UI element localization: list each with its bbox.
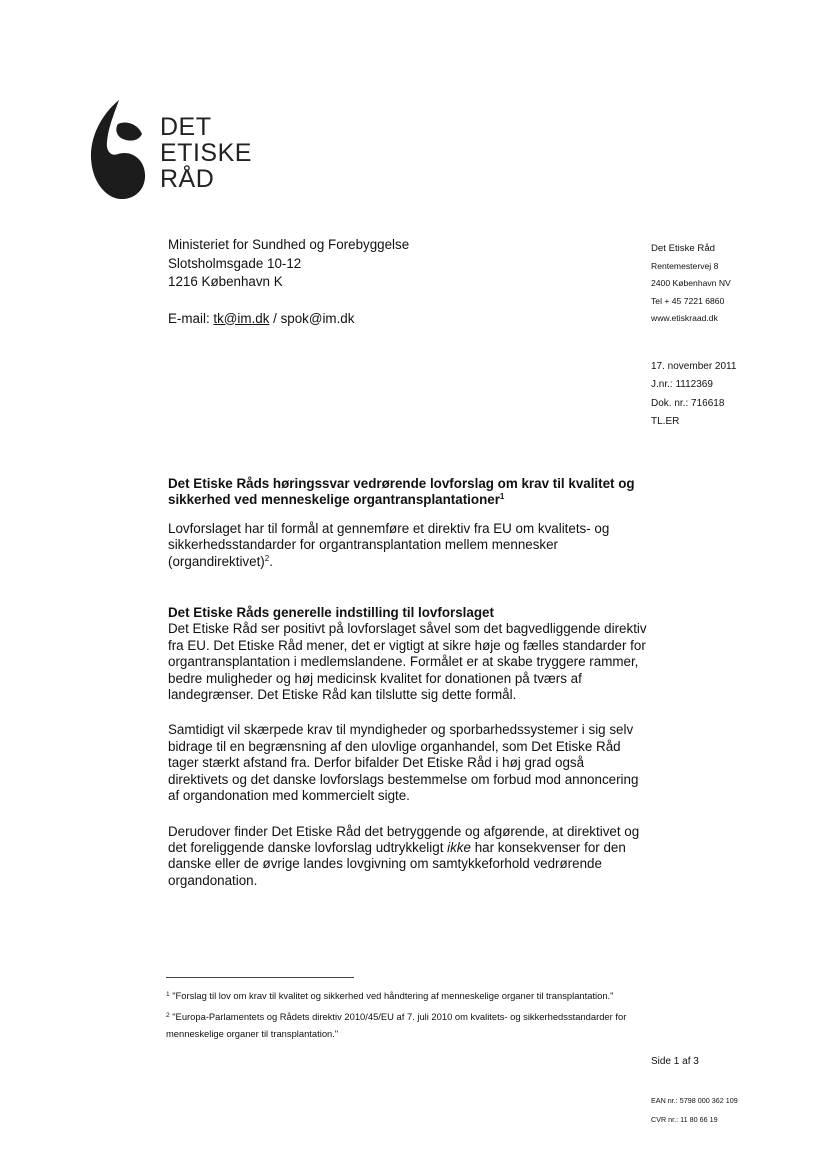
logo-line-1: DET (160, 113, 212, 141)
letter-title-text: Det Etiske Råds høringssvar vedrørende lovforslag om krav til kvalitet og sikkerhed ved menneskelige organtransplantationer (168, 476, 635, 508)
sender-city: 2400 København NV (651, 278, 731, 289)
email-link-1[interactable]: tk@im.dk (213, 310, 270, 326)
recipient-address (168, 236, 409, 328)
footnote-divider (166, 977, 354, 978)
letter-date: 17. november 2011 (651, 361, 737, 372)
email-prefix: E-mail: (168, 310, 214, 326)
email-2: spok@im.dk (280, 310, 355, 326)
logo-wordmark (160, 114, 252, 192)
sender-phone: Tel + 45 7221 6860 (651, 295, 725, 306)
det-etiske-raad-logo-icon (88, 98, 148, 202)
ean-number: EAN nr.: 5798 000 362 109 (651, 1096, 738, 1105)
footnotes (166, 987, 636, 1043)
letter-title (168, 476, 648, 509)
intro-text: Lovforslaget har til formål at gennemføre et direktiv fra EU om kvalitets- og sikkerhedsstandarder for organtransplantation mellem mennesker (organdirektivet) (168, 520, 610, 569)
logo-line-3: RÅD (160, 165, 215, 193)
sender-info (651, 240, 731, 328)
paragraph-3-emphasis: ikke (447, 839, 471, 855)
paragraph-3-part-a: Derudover finder Det Etiske Råd det betryggende og afgørende, at direktivet og det foreliggende danske lovforslag udtrykkeligt (168, 823, 640, 855)
footnote-1-number: 1 (166, 991, 170, 998)
intro-paragraph (168, 521, 648, 570)
footnote-2-text: "Europa-Parlamentets og Rådets direktiv 2010/45/EU af 7. juli 2010 om kvalitets- og sikkerhedsstandarder for menneskelige organer til transplantation." (166, 1010, 627, 1039)
footnote-2 (166, 1008, 636, 1043)
footnote-2-number: 2 (166, 1011, 170, 1019)
letter-body (168, 476, 648, 889)
recipient-name: Ministeriet for Sundhed og Forebyggelse (168, 237, 410, 252)
sender-web: www.etiskraad.dk (651, 313, 718, 324)
cvr-number: CVR nr.: 11 80 66 19 (651, 1114, 718, 1124)
recipient-street: Slotsholmsgade 10-12 (168, 255, 302, 271)
footnote-ref-2: 2 (264, 553, 270, 563)
sender-name: Det Etiske Råd (651, 243, 715, 254)
document-number: Dok. nr.: 716618 (651, 397, 725, 409)
footnote-ref-1: 1 (499, 492, 505, 502)
section-heading: Det Etiske Råds generelle indstilling til lovforslaget (168, 605, 494, 621)
footnote-1-text: "Forslag til lov om krav til kvalitet og sikkerhed ved håndtering af menneskelige organer til transplantation." (172, 990, 614, 1001)
page-number: Side 1 af 3 (651, 1056, 699, 1067)
registry-numbers (651, 1092, 738, 1129)
intro-end: . (269, 553, 273, 569)
footnote-1 (166, 987, 636, 1005)
email-separator: / (269, 310, 281, 326)
journal-number: J.nr.: 1112369 (651, 379, 713, 391)
initials: TL.ER (651, 416, 680, 428)
paragraph-3-part-b: har konsekvenser for den danske eller de øvrige landes lovgivning om samtykkeforhold vedrørende organdonation. (168, 839, 626, 888)
recipient-email-line (168, 310, 409, 329)
recipient-city: 1216 København K (168, 274, 283, 289)
paragraph-1: Det Etiske Råd ser positivt på lovforslaget såvel som det bagvedliggende direktiv fra EU. Det Etiske Råd mener, det er vigtigt at sikre høje og fælles standarder for organtransplantation i medlemslandene. Formålet er at skabe tryggere rammer, bedre muligheder og høj medicinsk kvalitet for donationen på tværs af landegrænser. Det Etiske Råd kan tilslutte sig dette formål. (168, 621, 647, 703)
sender-street: Rentemestervej 8 (651, 260, 719, 271)
paragraph-3 (168, 824, 648, 890)
document-meta (651, 358, 736, 432)
logo-line-2: ETISKE (160, 139, 252, 167)
paragraph-2: Samtidigt vil skærpede krav til myndigheder og sporbarhedssystemer i sig selv bidrage til en begrænsning af den ulovlige organhandel, som Det Etiske Råd tager stærkt afstand fra. Derfor bifalder Det Etiske Råd i høj grad også direktivets og det danske lovforslags bestemmelse om forbud mod annoncering af organdonation med kommercielt sigte. (168, 722, 639, 804)
